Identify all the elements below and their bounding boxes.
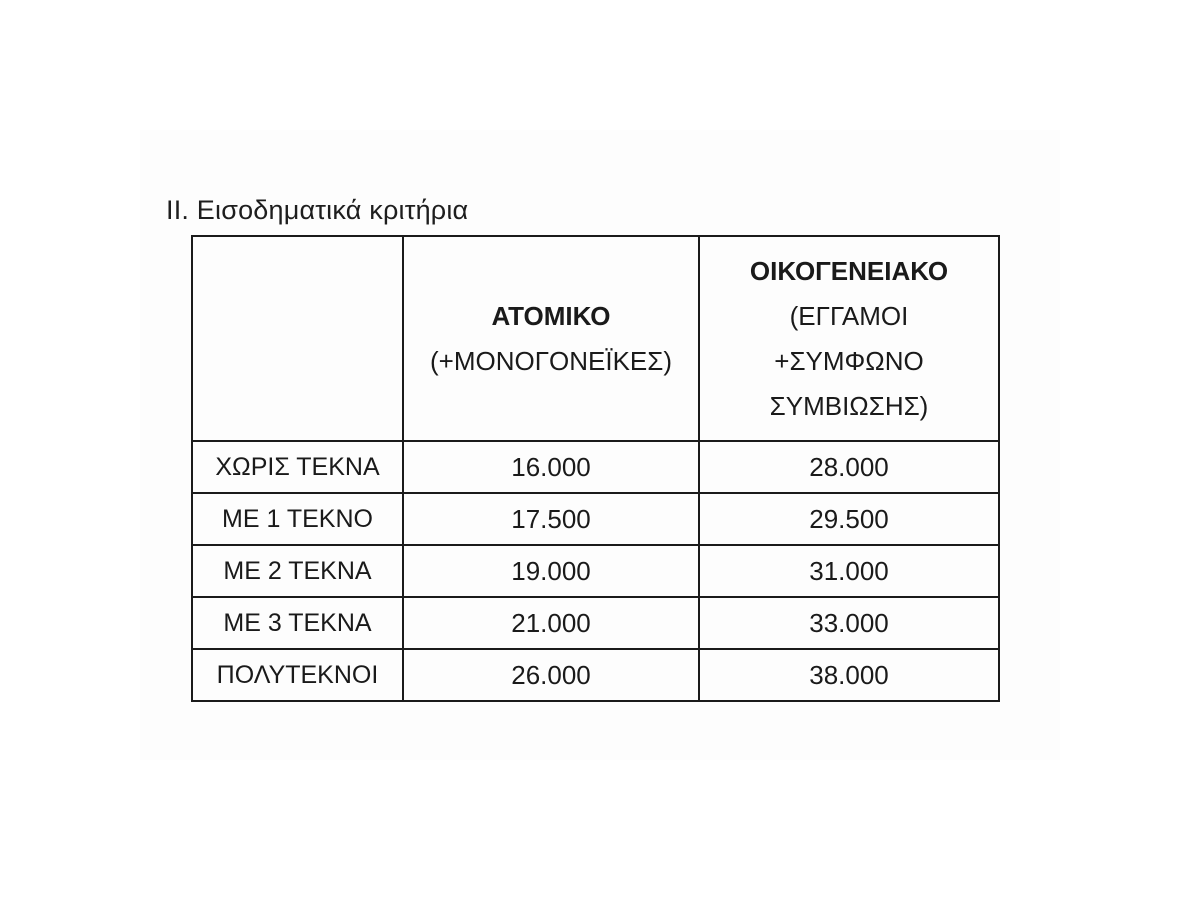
header-family-note-line2: +ΣΥΜΦΩΝΟ: [774, 345, 924, 376]
individual-value: 21.000: [403, 597, 699, 649]
row-label: ΜΕ 1 ΤΕΚΝΟ: [192, 493, 403, 545]
header-family-title: ΟΙΚΟΓΕΝΕΙΑΚΟ: [749, 255, 949, 286]
header-family-note-line1: (ΕΓΓΑΜΟΙ: [789, 300, 909, 331]
row-label: ΜΕ 2 ΤΕΚΝΑ: [192, 545, 403, 597]
individual-value: 19.000: [403, 545, 699, 597]
family-value: 29.500: [699, 493, 999, 545]
header-cell-individual: [403, 236, 699, 441]
family-value: 38.000: [699, 649, 999, 701]
header-row: [192, 236, 999, 441]
header-individual-title: ΑΤΟΜΙΚΟ: [491, 300, 611, 331]
header-cell-empty: [192, 236, 403, 441]
section-heading: II. Εισοδηματικά κριτήρια: [166, 195, 469, 225]
family-value: 33.000: [699, 597, 999, 649]
table-row: [192, 441, 999, 493]
row-label: ΠΟΛΥΤΕΚΝΟΙ: [192, 649, 403, 701]
table-row: [192, 649, 999, 701]
header-family-note-line3: ΣΥΜΒΙΩΣΗΣ): [769, 390, 929, 421]
individual-value: 26.000: [403, 649, 699, 701]
individual-value: 17.500: [403, 493, 699, 545]
row-label: ΧΩΡΙΣ ΤΕΚΝΑ: [192, 441, 403, 493]
row-label: ΜΕ 3 ΤΕΚΝΑ: [192, 597, 403, 649]
table-row: [192, 597, 999, 649]
header-cell-family: [699, 236, 999, 441]
header-individual-note: (+ΜΟΝΟΓΟΝΕΪΚΕΣ): [429, 345, 673, 376]
individual-value: 16.000: [403, 441, 699, 493]
table-row: [192, 493, 999, 545]
family-value: 31.000: [699, 545, 999, 597]
family-value: 28.000: [699, 441, 999, 493]
table-row: [192, 545, 999, 597]
income-criteria-table: [191, 235, 1000, 702]
